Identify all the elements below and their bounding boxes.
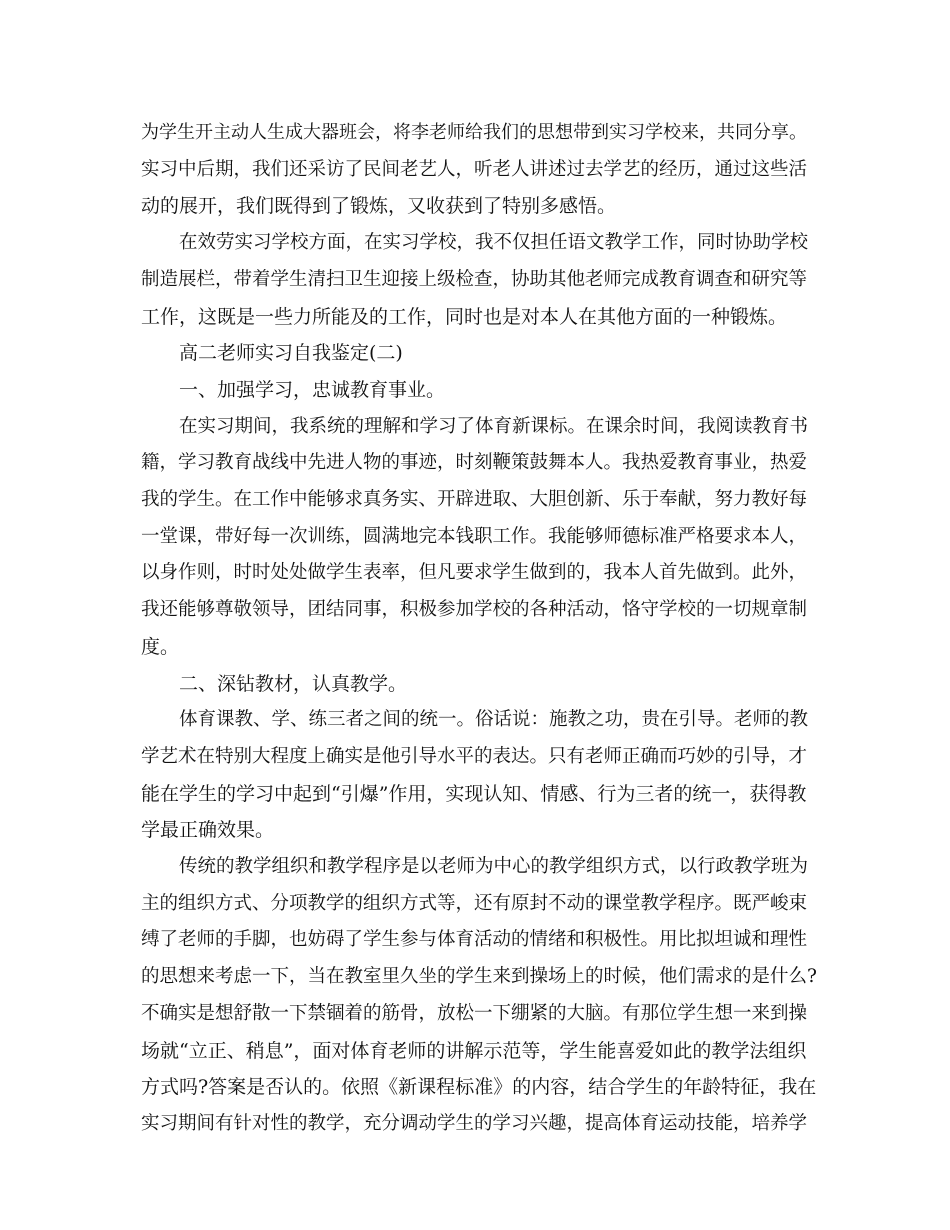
text-line: 动的展开，我们既得到了锻炼，又收获到了特别多感悟。 xyxy=(141,195,617,218)
text-line: 学最正确效果。 xyxy=(141,819,275,842)
text-line: 缚了老师的手脚，也妨碍了学生参与体育活动的情绪和积极性。用比拟坦诚和理性 xyxy=(141,929,808,951)
text-line: 一、加强学习，忠诚教育事业。 xyxy=(179,378,446,401)
text-line: 一堂课，带好每一次训练，圆满地完本钱职工作。我能够师德标准严格要求本人， xyxy=(141,525,808,547)
text-line: 工作，这既是一些力所能及的工作，同时也是对本人在其他方面的一种锻炼。 xyxy=(141,305,788,328)
body-text xyxy=(141,115,821,1143)
text-line: 度。 xyxy=(141,635,180,658)
text-line: 的思想来考虑一下，当在教室里久坐的学生来到操场上的时候，他们需求的是什么? xyxy=(141,966,817,988)
text-line: 实习中后期，我们还采访了民间老艺人，听老人讲述过去学艺的经历，通过这些活 xyxy=(141,158,808,180)
text-line: 二、深钻教材，认真教学。 xyxy=(179,672,408,695)
text-line: 以身作则，时时处处做学生表率，但凡要求学生做到的，我本人首先做到。此外， xyxy=(141,562,808,584)
text-line: 主的组织方式、分项教学的组织方式等，还有原封不动的课堂教学程序。既严峻束 xyxy=(141,892,808,914)
text-line: 传统的教学组织和教学程序是以老师为中心的教学组织方式，以行政教学班为 xyxy=(179,856,809,878)
text-line: 实习期间有针对性的教学，充分调动学生的学习兴趣，提高体育运动技能，培养学 xyxy=(141,1112,808,1134)
text-line: 我的学生。在工作中能够求真务实、开辟进取、大胆创新、乐于奉献，努力教好每 xyxy=(141,489,808,511)
text-line: 场就“立正、稍息”，面对体育老师的讲解示范等，学生能喜爱如此的教学法组织 xyxy=(141,1039,807,1062)
text-line: 为学生开主动人生成大器班会，将李老师给我们的思想带到实习学校来，共同分享。 xyxy=(141,122,807,143)
text-line: 制造展栏，带着学生清扫卫生迎接上级检查，协助其他老师完成教育调查和研究等 xyxy=(141,268,808,290)
text-line: 体育课教、学、练三者之间的统一。俗话说：施教之功，贵在引导。老师的教 xyxy=(179,709,809,731)
text-line: 能在学生的学习中起到“引爆”作用，实现认知、情感、行为三者的统一，获得教 xyxy=(141,782,807,805)
text-line: 籍，学习教育战线中先进人物的事迹，时刻鞭策鼓舞本人。我热爱教育事业，热爱 xyxy=(141,452,808,474)
text-line: 方式吗?答案是否认的。依照《新课程标准》的内容，结合学生的年龄特征，我在 xyxy=(141,1076,817,1099)
text-line: 我还能够尊敬领导，团结同事，积极参加学校的各种活动，恪守学校的一切规章制 xyxy=(141,599,808,621)
text-line: 在效劳实习学校方面，在实习学校，我不仅担任语文教学工作，同时协助学校 xyxy=(179,232,809,254)
text-line: 学艺术在特别大程度上确实是他引导水平的表达。只有老师正确而巧妙的引导，才 xyxy=(141,745,808,767)
text-line: 不确实是想舒散一下禁锢着的筋骨，放松一下绷紧的大脑。有那位学生想一来到操 xyxy=(141,1002,808,1024)
text-line: 高二老师实习自我鉴定(二) xyxy=(179,342,403,365)
text-line: 在实习期间，我系统的理解和学习了体育新课标。在课余时间，我阅读教育书 xyxy=(179,415,809,437)
